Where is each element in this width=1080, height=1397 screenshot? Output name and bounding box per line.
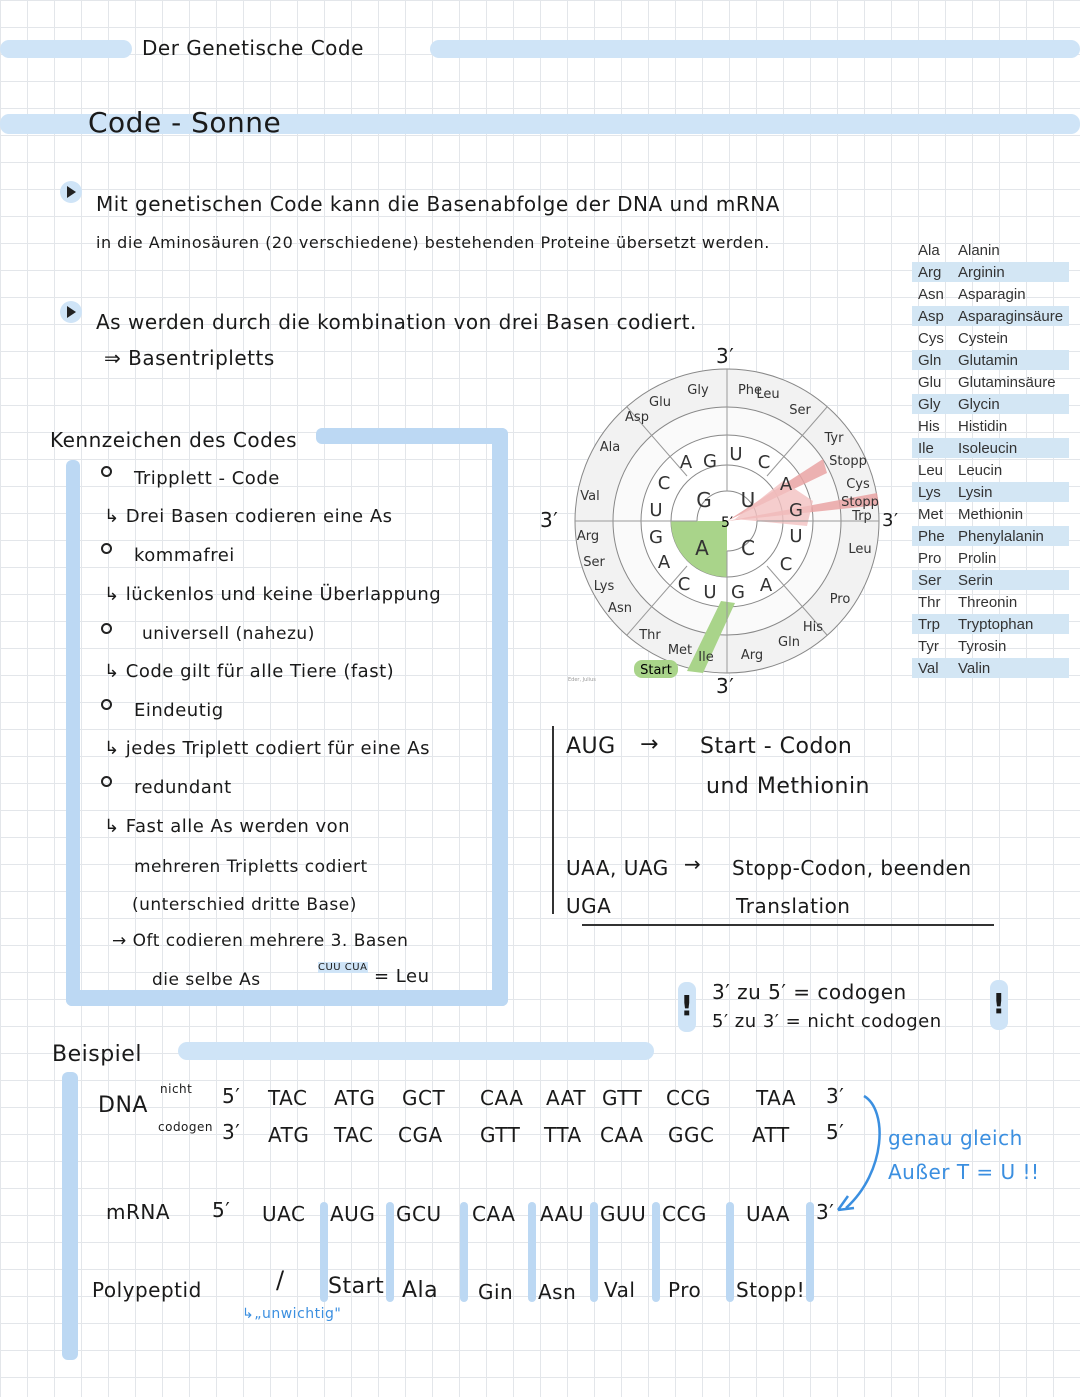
- exclamation-icon: !: [678, 982, 696, 1032]
- codon-separator: [652, 1202, 660, 1302]
- sun-label-right: 3′: [882, 510, 899, 531]
- sun-aa: Gly: [687, 383, 709, 398]
- poly-item: Stopp!: [736, 1278, 806, 1302]
- exclamation-icon: !: [990, 980, 1008, 1030]
- sun-mid-base: U: [649, 500, 663, 521]
- sun-aa: Lys: [593, 579, 615, 594]
- bullet-icon: [101, 776, 112, 787]
- triangle-bullet-icon: [60, 301, 82, 323]
- aa-row: Phe Phenylalanin: [912, 526, 1069, 546]
- poly-item: /: [276, 1266, 285, 1294]
- mrna-codon: CCG: [662, 1202, 707, 1226]
- dna1-codon: ATG: [334, 1086, 376, 1110]
- sun-aa: Asn: [608, 601, 632, 616]
- aa-row: Ile Isoleucin: [912, 438, 1069, 458]
- sun-center-label: 5′: [720, 515, 734, 531]
- sun-mid-base: C: [757, 452, 771, 473]
- feature-line: universell (nahezu): [142, 624, 315, 644]
- example-heading: Beispiel: [52, 1042, 142, 1067]
- dna2-codon: ATG: [268, 1123, 310, 1147]
- codon-separator: [528, 1202, 536, 1302]
- codon-separator: [726, 1202, 734, 1302]
- mrna-label: mRNA: [106, 1200, 171, 1224]
- example-frame-left: [62, 1072, 78, 1360]
- sun-mid-base: U: [789, 526, 803, 547]
- strand-note-2: 5′ zu 3′ = nicht codogen: [712, 1011, 942, 1032]
- sun-mid-base: G: [649, 527, 663, 548]
- aa-row: Gln Glutamin: [912, 350, 1069, 370]
- sun-aa: Ile: [698, 650, 714, 665]
- feature-line: die selbe As: [152, 970, 261, 990]
- dna2-codon: CGA: [398, 1123, 443, 1147]
- sun-mid-base: A: [657, 552, 671, 573]
- intro-line-3: As werden durch die kombination von drei Basen codiert.: [96, 310, 697, 334]
- feature-line: mehreren Tripletts codiert: [134, 857, 368, 877]
- code-sun: [562, 346, 888, 692]
- intro-line-2: in die Aminosäuren (20 verschiedene) bestehenden Proteine übersetzt werden.: [96, 233, 770, 252]
- sun-aa: Leu: [756, 387, 780, 402]
- sun-aa: Pro: [829, 592, 851, 607]
- intro-line-1: Mit genetischen Code kann die Basenabfolge der DNA und mRNA: [96, 192, 780, 216]
- sun-aa: His: [802, 620, 824, 635]
- aa-row: Tyr Tyrosin: [918, 637, 1007, 655]
- mrna-codon: GCU: [396, 1202, 442, 1226]
- aa-row: Arg Arginin: [912, 262, 1069, 282]
- sun-aa: Val: [580, 489, 600, 504]
- sun-mid-base: A: [679, 452, 693, 473]
- sun-aa: Met: [667, 643, 693, 658]
- poly-item: Start: [328, 1274, 385, 1299]
- stop-meaning-1: Stopp-Codon, beenden: [732, 856, 972, 880]
- features-heading: Kennzeichen des Codes: [50, 428, 298, 452]
- sun-aa: Trp: [852, 509, 872, 524]
- sun-label-left: 3′: [540, 508, 559, 532]
- aa-row: Trp Tryptophan: [912, 614, 1069, 634]
- sun-mid-base: A: [759, 575, 773, 596]
- mrna-5prime: 5′: [212, 1198, 231, 1222]
- stop-codons-1: UAA, UAG: [566, 856, 669, 880]
- dna2-3prime: 3′: [222, 1120, 241, 1144]
- nicht-label: nicht: [160, 1082, 193, 1096]
- aug-meaning-2: und Methionin: [706, 774, 871, 799]
- mrna-3prime: 3′: [816, 1200, 835, 1224]
- side-note-1: genau gleich: [888, 1126, 1023, 1150]
- sun-mid-base: G: [789, 500, 803, 521]
- dna1-codon: AAT: [546, 1086, 587, 1110]
- codon-separator: [460, 1202, 468, 1302]
- sun-label-bottom: 3′: [716, 674, 735, 698]
- mrna-codon: AAU: [540, 1202, 585, 1226]
- codon-note-divider: [552, 726, 554, 914]
- sun-aa: Stopp: [841, 495, 879, 510]
- dna1-codon: GCT: [402, 1086, 446, 1110]
- intro-result: ⇒ Basentripletts: [104, 346, 275, 370]
- sun-mid-base: A: [779, 474, 793, 495]
- aa-row: Ser Serin: [912, 570, 1069, 590]
- poly-item: Val: [604, 1278, 636, 1302]
- dna2-codon: TAC: [334, 1123, 374, 1147]
- aa-row: Glu Glutaminsäure: [918, 373, 1056, 391]
- feature-line: ↳ lückenlos und keine Überlappung: [104, 584, 442, 605]
- aa-row: Val Valin: [912, 658, 1069, 678]
- section-title: Code - Sonne: [88, 106, 282, 139]
- bullet-icon: [101, 466, 112, 477]
- features-frame-bottom: [66, 990, 508, 1006]
- sun-aa: Stopp: [829, 454, 867, 469]
- mrna-codon: AUG: [330, 1202, 376, 1226]
- mrna-codon: UAC: [262, 1202, 306, 1226]
- aa-row: Thr Threonin: [918, 593, 1018, 611]
- poly-item: Ala: [402, 1278, 439, 1303]
- title-highlight-left: [0, 40, 132, 58]
- codon-separator: [386, 1202, 394, 1302]
- sun-inner-base: U: [740, 488, 756, 512]
- code-sun-svg: [562, 346, 888, 692]
- feature-line: ↳ jedes Triplett codiert für eine As: [104, 738, 430, 759]
- feature-line: Eindeutig: [134, 700, 224, 721]
- dna1-codon: CAA: [480, 1086, 524, 1110]
- page-title: Der Genetische Code: [142, 36, 364, 60]
- sun-aa: Tyr: [824, 431, 844, 446]
- poly-item: Gin: [478, 1280, 514, 1304]
- sun-aa: Phe: [737, 383, 763, 398]
- feature-line: ↳ Code gilt für alle Tiere (fast): [104, 661, 395, 682]
- codogen-label: codogen: [158, 1120, 214, 1134]
- poly-item: Asn: [538, 1280, 577, 1304]
- mrna-codon: UAA: [746, 1202, 791, 1226]
- features-frame-left: [66, 460, 80, 1006]
- dna-label: DNA: [98, 1093, 148, 1118]
- aa-row: Ala Alanin: [918, 241, 1000, 259]
- feature-line: redundant: [134, 777, 232, 798]
- arrow-right-icon: →: [684, 852, 702, 876]
- amino-acid-table: [912, 238, 1069, 680]
- dna1-codon: GTT: [602, 1086, 643, 1110]
- sun-aa: Gln: [778, 635, 800, 650]
- codon-note-underline: [582, 924, 994, 926]
- stop-codons-2: UGA: [566, 894, 612, 918]
- dna2-codon: CAA: [600, 1123, 644, 1147]
- dna1-5prime: 5′: [222, 1084, 241, 1108]
- side-note-2: Außer T = U !!: [888, 1160, 1040, 1184]
- sun-mid-base: U: [729, 444, 743, 465]
- sun-mid-base: C: [657, 473, 671, 494]
- sun-start-label: Start: [640, 663, 672, 678]
- leu-codons: CUU CUA: [318, 962, 368, 973]
- dna1-3prime: 3′: [826, 1084, 845, 1108]
- triangle-bullet-icon: [60, 181, 82, 203]
- leu-equals: = Leu: [374, 966, 430, 987]
- feature-line: kommafrei: [134, 545, 235, 566]
- aa-row: Asp Asparaginsäure: [912, 306, 1069, 326]
- bullet-icon: [101, 623, 112, 634]
- aa-row: Leu Leucin: [918, 461, 1003, 479]
- aa-row: Pro Prolin: [918, 549, 997, 567]
- feature-line: ↳ Drei Basen codieren eine As: [104, 506, 393, 527]
- sun-mid-base: U: [703, 582, 717, 603]
- sun-aa: Leu: [848, 542, 872, 557]
- sun-aa: Glu: [649, 395, 671, 410]
- sun-aa: Arg: [576, 529, 600, 544]
- strand-note-1: 3′ zu 5′ = codogen: [712, 980, 907, 1004]
- sun-mid-base: G: [703, 451, 717, 472]
- aa-row: His Histidin: [918, 417, 1008, 435]
- codon-separator: [806, 1202, 814, 1302]
- bracket-arrow-icon: [832, 1092, 888, 1216]
- sun-aa: Ala: [599, 440, 621, 455]
- sun-label-top: 3′: [716, 344, 735, 368]
- example-highlight: [178, 1042, 654, 1060]
- feature-line: (unterschied dritte Base): [132, 895, 357, 915]
- feature-line: Tripplett - Code: [134, 468, 280, 489]
- aa-row: Lys Lysin: [912, 482, 1069, 502]
- sun-aa: Thr: [639, 628, 661, 643]
- codon-separator: [320, 1202, 328, 1302]
- aug-meaning-1: Start - Codon: [700, 734, 853, 759]
- dna1-codon: TAC: [268, 1086, 308, 1110]
- mrna-codon: GUU: [600, 1202, 647, 1226]
- stop-meaning-2: Translation: [736, 894, 851, 918]
- dna1-codon: CCG: [666, 1086, 711, 1110]
- feature-line: → Oft codieren mehrere 3. Basen: [112, 931, 409, 951]
- sun-credit: Eder, Julius: [568, 677, 596, 683]
- unwichtig-note: ↳„unwichtig": [242, 1306, 342, 1322]
- dna2-codon: GGC: [668, 1123, 715, 1147]
- features-frame-right: [492, 428, 508, 1006]
- aa-row: Met Methionin: [918, 505, 1024, 523]
- dna2-codon: TTA: [544, 1123, 582, 1147]
- feature-line: ↳ Fast alle As werden von: [104, 816, 351, 837]
- sun-inner-base: A: [695, 536, 709, 560]
- dna2-codon: GTT: [480, 1123, 521, 1147]
- aa-row: Asn Asparagin: [918, 285, 1026, 303]
- sun-mid-base: G: [731, 582, 745, 603]
- features-frame-top: [316, 428, 508, 444]
- sun-mid-base: C: [677, 574, 691, 595]
- arrow-right-icon: →: [640, 732, 659, 757]
- dna2-codon: ATT: [752, 1123, 790, 1147]
- sun-aa: Ser: [583, 555, 605, 570]
- bullet-icon: [101, 543, 112, 554]
- aug-codon: AUG: [566, 734, 616, 759]
- sun-aa: Asp: [625, 410, 649, 425]
- mrna-codon: CAA: [472, 1202, 516, 1226]
- title-highlight-right: [430, 40, 1080, 58]
- bullet-icon: [101, 699, 112, 710]
- sun-aa: Arg: [740, 648, 764, 663]
- sun-inner-base: C: [741, 536, 755, 560]
- sun-inner-base: G: [696, 488, 712, 512]
- sun-mid-base: C: [779, 554, 793, 575]
- polypeptide-label: Polypeptid: [92, 1278, 202, 1302]
- aa-row: Gly Glycin: [912, 394, 1069, 414]
- dna2-5prime: 5′: [826, 1120, 845, 1144]
- sun-aa: Ser: [789, 403, 811, 418]
- dna1-codon: TAA: [756, 1086, 797, 1110]
- aa-row: Cys Cystein: [918, 329, 1009, 347]
- poly-item: Pro: [668, 1278, 702, 1302]
- codon-separator: [590, 1202, 598, 1302]
- sun-aa: Cys: [846, 477, 870, 492]
